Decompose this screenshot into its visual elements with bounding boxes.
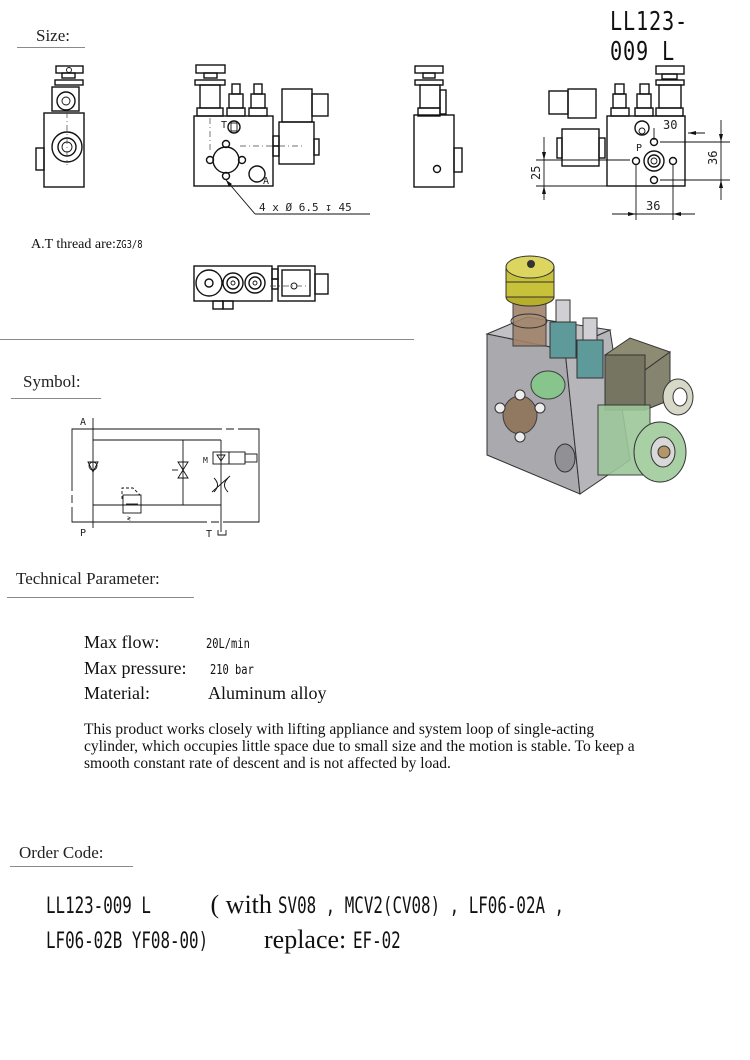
svg-text:A: A [80,417,87,428]
svg-text:30: 30 [663,118,678,132]
thread-note-value: ZG3/8 [115,238,143,251]
svg-text:P: P [80,528,87,539]
order-code-line-1 [46,890,676,920]
param-label: Material: [84,683,150,703]
param-max-flow [84,632,261,653]
order-replace-label: replace: [264,925,347,954]
order-parts-list-2: LF06-02B YF08-00) [46,929,209,954]
param-label: Max pressure: [84,658,187,678]
symbol-heading: Symbol: [23,372,81,391]
order-code-heading-rule [10,866,133,867]
param-value: Aluminum alloy [208,683,327,703]
order-model-code: LL123-009 L [46,894,151,919]
svg-text:P: P [636,143,643,154]
svg-text:≷: ≷ [127,515,131,522]
order-parts-list-1: SV08 , MCV2(CV08) , LF06-02A , [278,894,565,919]
param-value: 210 bar [210,663,254,678]
order-code-heading: Order Code: [19,843,104,862]
param-material [84,683,327,704]
thread-note-label: A.T thread are: [31,237,116,252]
order-code-line-2 [46,925,419,955]
technical-heading-rule [7,597,194,598]
mounting-hole-annotation: 4 x Ø 6.5 ↧ 45 [259,201,352,214]
order-with-label: with [225,890,272,919]
svg-text:T: T [221,120,228,131]
document-model-code: LL123-009 L [610,7,688,67]
order-replace-code: EF-02 [352,929,401,954]
order-open-paren: ( [204,890,226,919]
param-max-pressure [84,658,265,679]
svg-text:25: 25 [529,165,543,180]
svg-text:36: 36 [706,150,720,165]
svg-text:A: A [263,176,270,187]
svg-text:T: T [206,529,213,540]
size-heading: Size: [36,26,70,45]
param-value: 20L/min [206,637,250,652]
product-description: This product works closely with lifting appliance and system loop of single-acting cylinder, which occupies little space due to small size and the motion is stable. To keep a smooth constant rate of descent and is not affected by load. [84,721,635,772]
svg-text:36: 36 [646,199,661,213]
svg-text:M: M [203,456,208,465]
technical-heading: Technical Parameter: [16,569,160,588]
param-label: Max flow: [84,632,160,652]
